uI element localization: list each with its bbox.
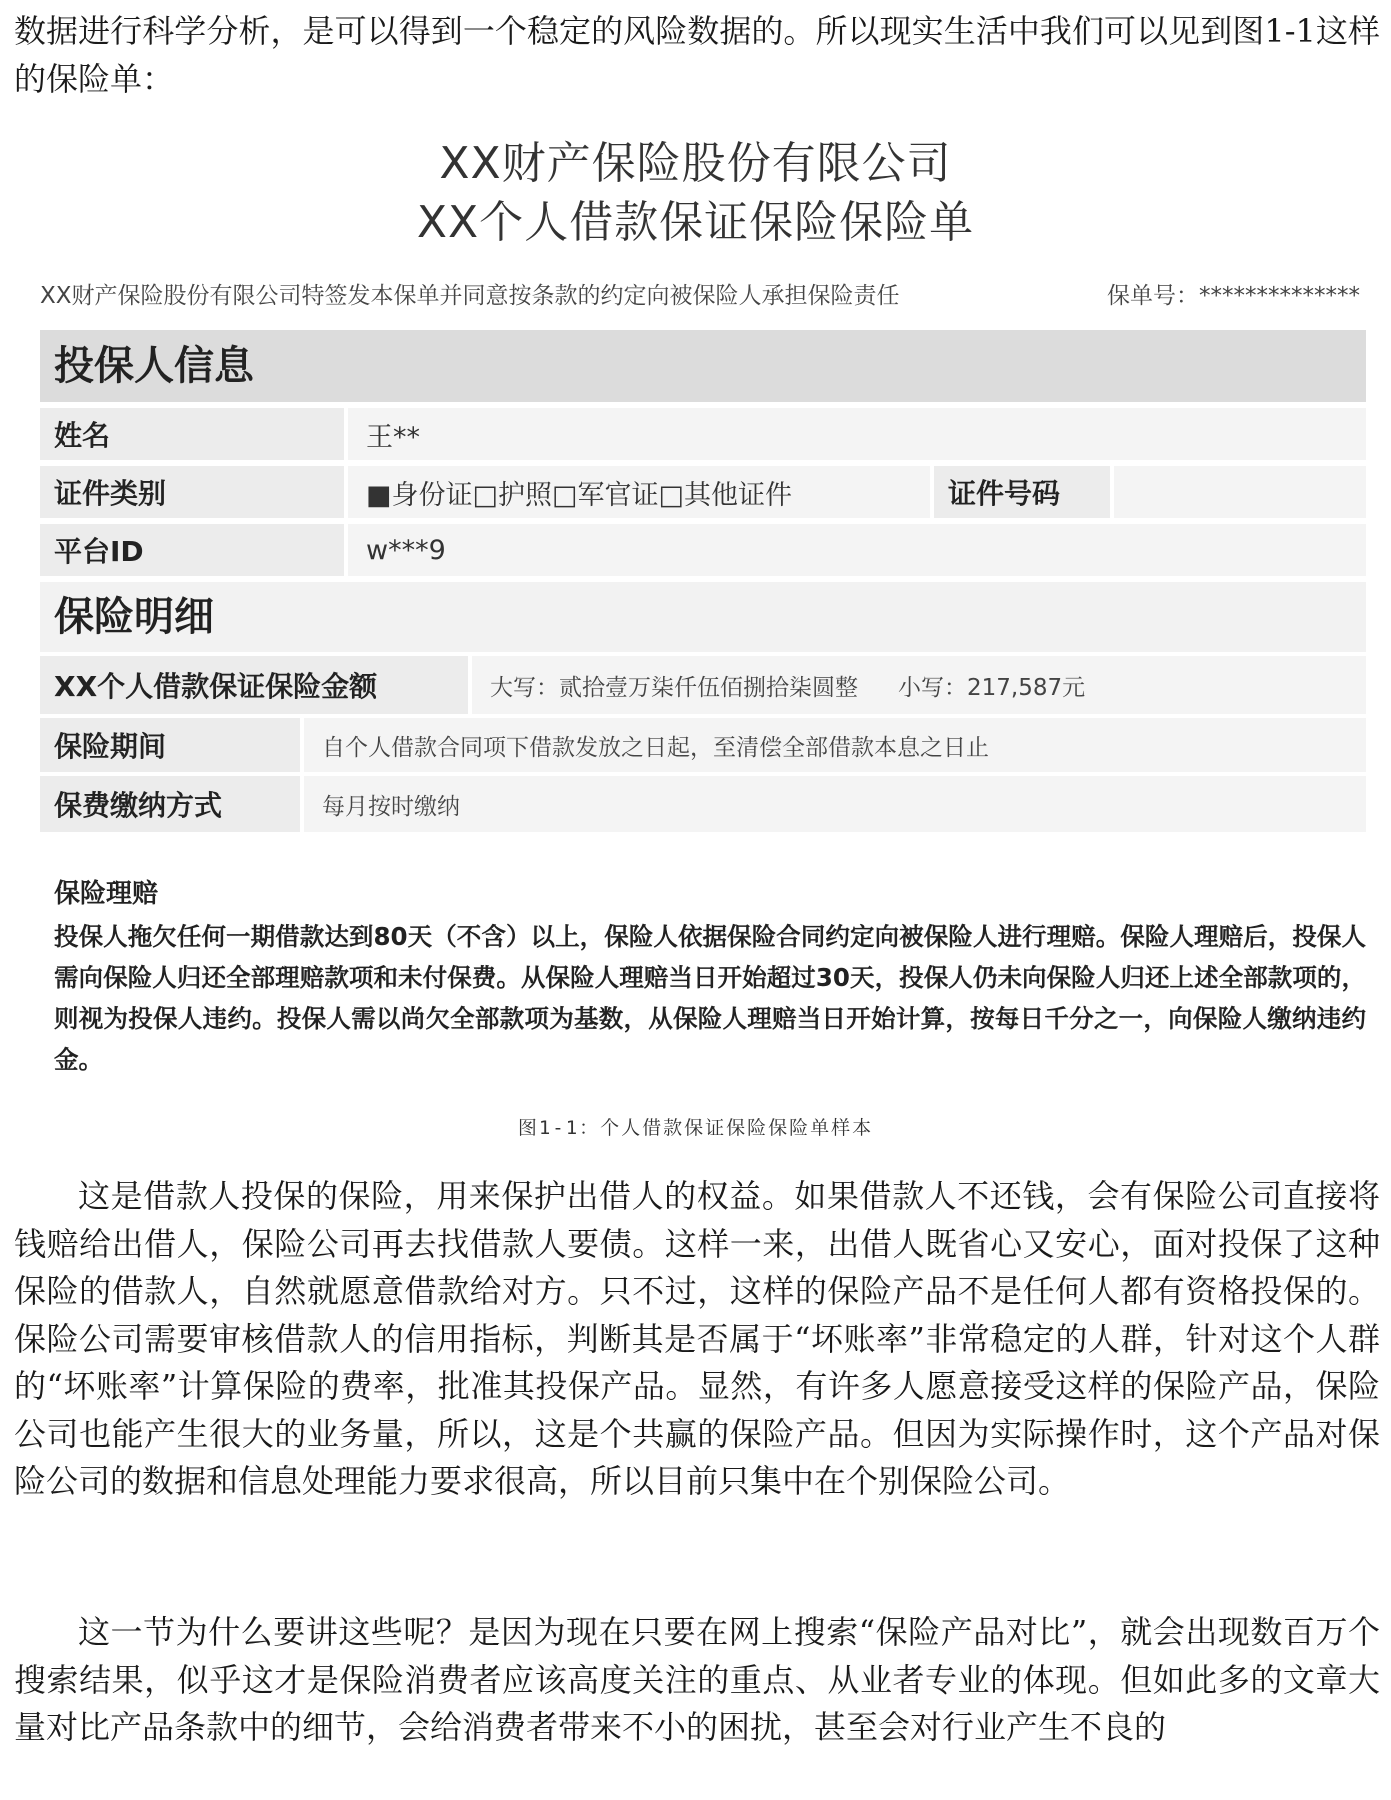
- body-paragraph-1: 这是借款人投保的保险，用来保护出借人的权益。如果借款人不还钱，会有保险公司直接将钱赔给出借人，保险公司再去找借款人要债。这样一来，出借人既省心又安心，面对投保了这种保险的借款人，自然就愿意借款给对方。只不过，这样的保险产品不是任何人都有资格投保的。保险公司需要审核借款人的信用指标，判断其是否属于“坏账率”非常稳定的人群，针对这个人群的“坏账率”计算保险的费率，批准其投保产品。显然，有许多人愿意接受这样的保险产品，保险公司也能产生很大的业务量，所以，这是个共赢的保险产品。但因为实际操作时，这个产品对保险公司的数据和信息处理能力要求很高，所以目前只集中在个别保险公司。: [14, 1177, 1380, 1500]
- policy-number-value: **************: [1199, 283, 1360, 309]
- payment-row: [40, 776, 1366, 832]
- declaration-line: [40, 277, 1360, 311]
- figure-caption: 图1-1：个人借款保证保险保险单样本: [517, 1117, 874, 1139]
- claims-text: 投保人拖欠任何一期借款达到80天（不含）以上，保险人依据保险合同约定向被保险人进行理赔。保险人理赔后，投保人需向保险人归还全部理赔款项和未付保费。从保险人理赔当日开始超过30天，投保人仍未向保险人归还上述全部款项的，则视为投保人违约。投保人需以尚欠全部款项为基数，从保险人理赔当日开始计算，按每日千分之一，向保险人缴纳违约金。: [54, 922, 1366, 1074]
- payment-label: 保费缴纳方式: [40, 776, 300, 832]
- platform-id-label: 平台ID: [40, 524, 344, 576]
- policy-number: [1107, 277, 1360, 310]
- id-type-label: 证件类别: [40, 466, 344, 518]
- intro-paragraph: 数据进行科学分析，是可以得到一个稳定的风险数据的。所以现实生活中我们可以见到图1-1这样的保险单：: [14, 12, 1380, 98]
- policy-number-label: 保单号：: [1107, 283, 1199, 309]
- period-value: 自个人借款合同项下借款发放之日起，至清偿全部借款本息之日止: [304, 718, 1366, 772]
- id-type-row: [40, 466, 1366, 518]
- amount-uppercase: 大写：贰拾壹万柒仟伍佰捌拾柒圆整: [490, 674, 858, 701]
- period-label: 保险期间: [40, 718, 300, 772]
- amount-label: XX个人借款保证保险金额: [40, 656, 468, 714]
- amount-value: [472, 656, 1366, 714]
- id-number-label: 证件号码: [934, 466, 1110, 518]
- id-number-value: [1114, 466, 1366, 518]
- name-row: [40, 408, 1366, 460]
- detail-section-header: 保险明细: [40, 582, 1366, 652]
- name-value: 王**: [348, 408, 1366, 460]
- company-title: XX财产保险股份有限公司: [439, 138, 952, 189]
- amount-numeric: 小写：217,587元: [898, 674, 1086, 701]
- period-row: [40, 718, 1366, 772]
- amount-row: [40, 656, 1366, 714]
- payment-value: 每月按时缴纳: [304, 776, 1366, 832]
- name-label: 姓名: [40, 408, 344, 460]
- claims-heading: 保险理赔: [54, 879, 159, 909]
- platform-id-row: [40, 524, 1366, 576]
- id-type-value: ■身份证□护照□军官证□其他证件: [348, 466, 930, 518]
- body-paragraph-2: 这一节为什么要讲这些呢？是因为现在只要在网上搜索“保险产品对比”，就会出现数百万个搜索结果，似乎这才是保险消费者应该高度关注的重点、从业者专业的体现。但如此多的文章大量对比产品条款中的细节，会给消费者带来不小的困扰，甚至会对行业产生不良的: [14, 1613, 1380, 1746]
- claims-block: [54, 873, 1366, 1080]
- platform-id-value: w***9: [348, 524, 1366, 576]
- declaration-text: XX财产保险股份有限公司特签发本保单并同意按条款的约定向被保险人承担保险责任: [40, 283, 900, 309]
- applicant-section-header: 投保人信息: [40, 330, 1366, 402]
- policy-title: XX个人借款保证保险保险单: [416, 197, 975, 248]
